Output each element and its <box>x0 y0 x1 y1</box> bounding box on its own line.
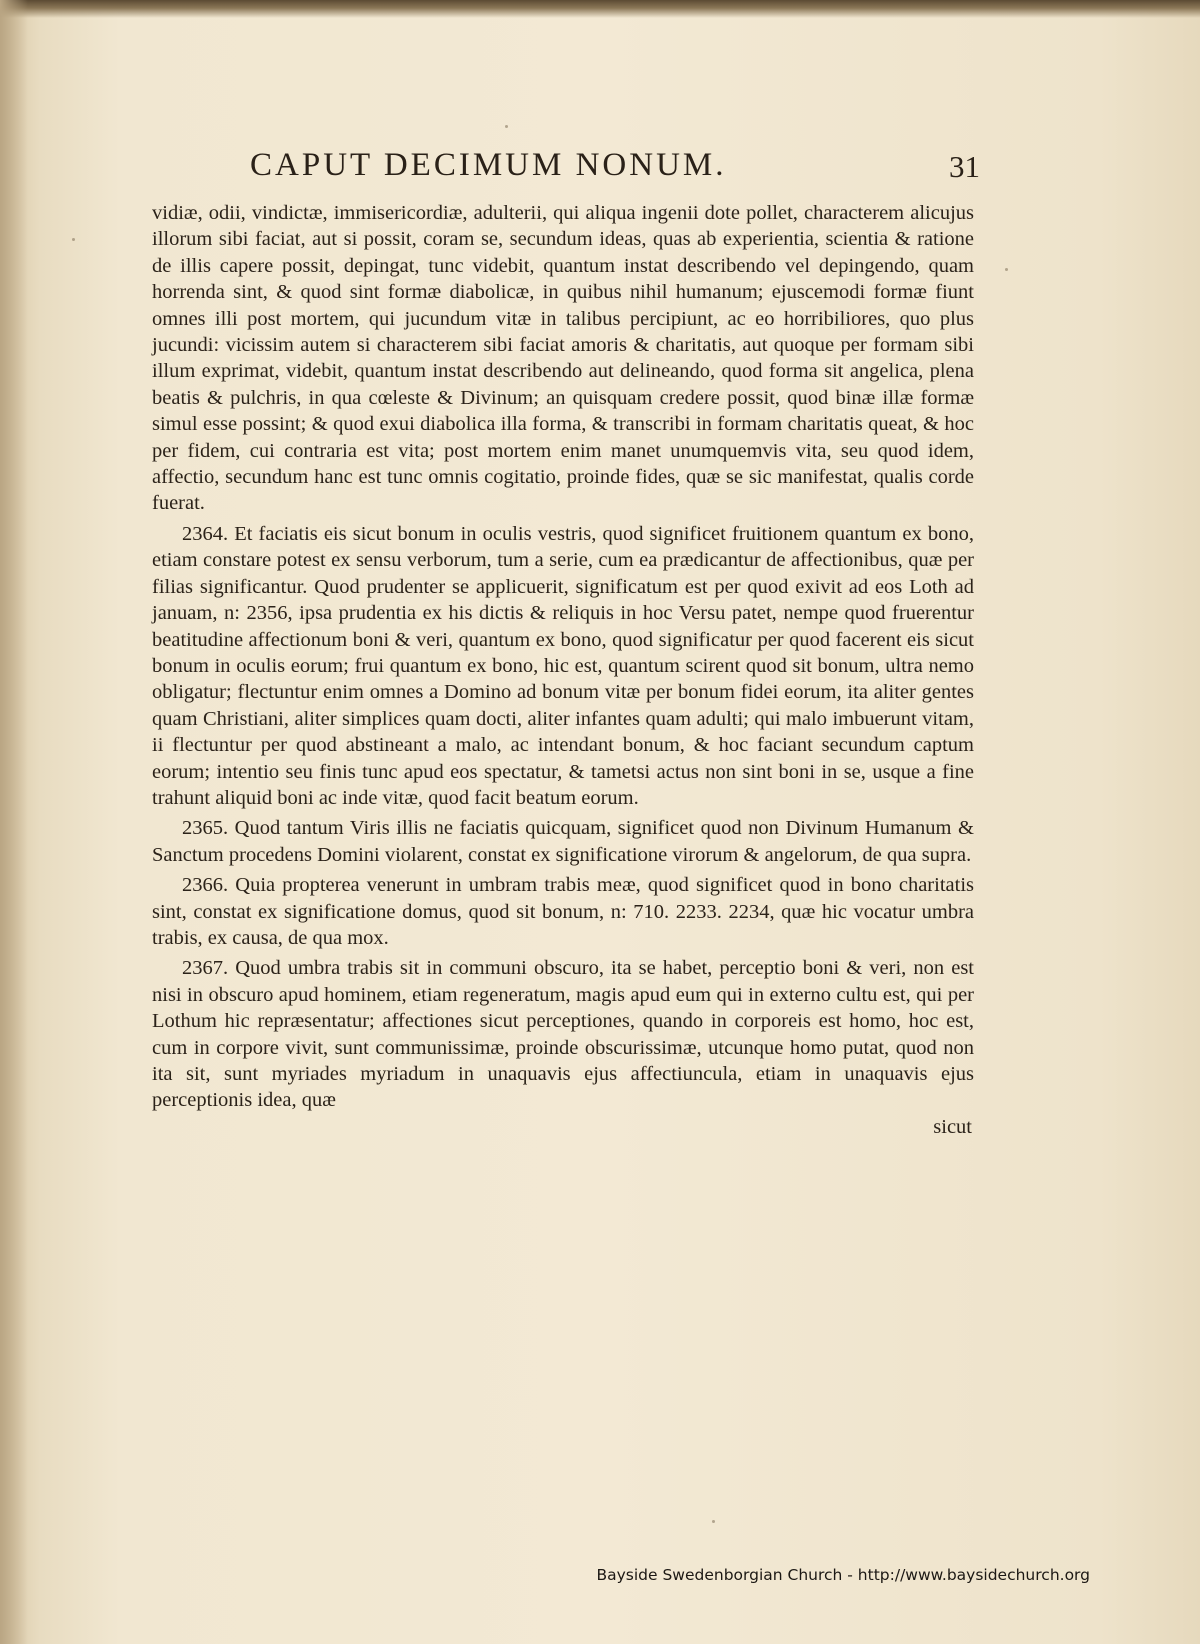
paragraph-2366: 2366. Quia propterea venerunt in umbram trabis meæ, quod significet quod in bono charitatis sint, constat ex significatione domus, quod sit bonum, n: 710. 2233. 2234, quæ hic vocatur umbra trabis, ex causa, de qua mox. <box>152 874 974 949</box>
page-text <box>152 200 974 1140</box>
page-top-shadow <box>0 0 1200 18</box>
paper-speck <box>505 125 508 128</box>
running-title: CAPUT DECIMUM NONUM. <box>250 147 727 183</box>
paragraph-2367: 2367. Quod umbra trabis sit in communi obscuro, ita se habet, perceptio boni & veri, non est nisi in obscuro apud hominem, etiam regeneratum, magis apud eum qui in externo cultu est, qui per Lothum hic repræsentatur; affectiones sicut perceptiones, quando in corporeis est homo, hoc est, cum in corpore vivit, sunt communissimæ, proinde obscurissimæ, utcunque homo putat, quod non ita sit, sunt myriades myriadum in unaquavis ejus affectiuncula, etiam in unaquavis ejus perceptionis idea, quæ <box>152 957 974 1112</box>
paragraph-2365: 2365. Quod tantum Viris illis ne faciatis quicquam, significet quod non Divinum Humanum & Sanctum procedens Domini violarent, constat ex significatione virorum & angelorum, de qua supra. <box>152 817 974 866</box>
paragraph-continued: vidiæ, odii, vindictæ, immisericordiæ, adulterii, qui aliqua ingenii dote pollet, characterem alicujus illorum sibi faciat, aut si possit, coram se, secundum ideas, quas ab experientia, scientia & ratione de illis capere possit, depingat, tunc videbit, quantum instat describendo vel depingendo, quam horrenda sint, & quod sint formæ diabolicæ, in quibus nihil humanum; ejuscemodi formæ fiunt omnes illi post mortem, qui jucundum vitæ in talibus percipiunt, ac eo horribiliores, quo plus jucundi: vicissim autem si characterem sibi faciat amoris & charitatis, aut quoque per formam sibi illum exprimat, videbit, quantum instat describendo aut delineando, quod forma sit angelica, plena beatis & pulchris, in qua cœleste & Divinum; an quisquam credere possit, quod binæ illæ formæ simul esse possint; & quod exui diabolica illa forma, & transcribi in formam charitatis queat, & hoc per fidem, cui contraria est vita; post mortem enim manet unumquemvis vita, seu quod idem, affectio, secundum hanc est tunc omnis cogitatio, proinde fides, quæ se sic manifestat, qualis corde fuerat. <box>152 202 974 515</box>
paper-speck <box>72 238 75 241</box>
catchword: sicut <box>933 1115 972 1138</box>
page-gutter-shadow <box>0 0 28 1644</box>
paper-speck <box>712 1520 715 1523</box>
running-header <box>150 147 980 193</box>
paper-speck <box>1005 268 1008 271</box>
page-number: 31 <box>949 149 980 184</box>
paragraph-2364: 2364. Et faciatis eis sicut bonum in oculis vestris, quod significet fruitionem quantum ex bono, etiam constare potest ex sensu verborum, tum a serie, cum ea prædicantur de affectionibus, quæ per filias significantur. Quod prudenter se applicuerit, significatum est per quod exivit ad eos Loth ad januam, n: 2356, ipsa prudentia ex his dictis & reliquis in hoc Versu patet, nempe quod fruerentur beatitudine affectionum boni & veri, quantum ex bono, quod significatur per quod facerent eis sicut bonum in oculis eorum; frui quantum ex bono, hic est, quantum scirent quod sit bonum, ultra nemo obligatur; flectuntur enim omnes a Domino ad bonum vitæ per bonum fidei eorum, ita aliter gentes quam Christiani, aliter simplices quam docti, aliter infantes quam adulti; qui malo imbuerunt vitam, ii flectuntur per quod abstineant a malo, ac intendant bonum, & hoc faciant secundum captum eorum; intentio seu finis tunc apud eos spectatur, & tametsi actus non sint boni in se, usque a fine trahunt aliquid boni ac inde vitæ, quod facit beatum eorum. <box>152 522 974 809</box>
footer-credit: Bayside Swedenborgian Church - http://www.baysidechurch.org <box>596 1566 1090 1584</box>
